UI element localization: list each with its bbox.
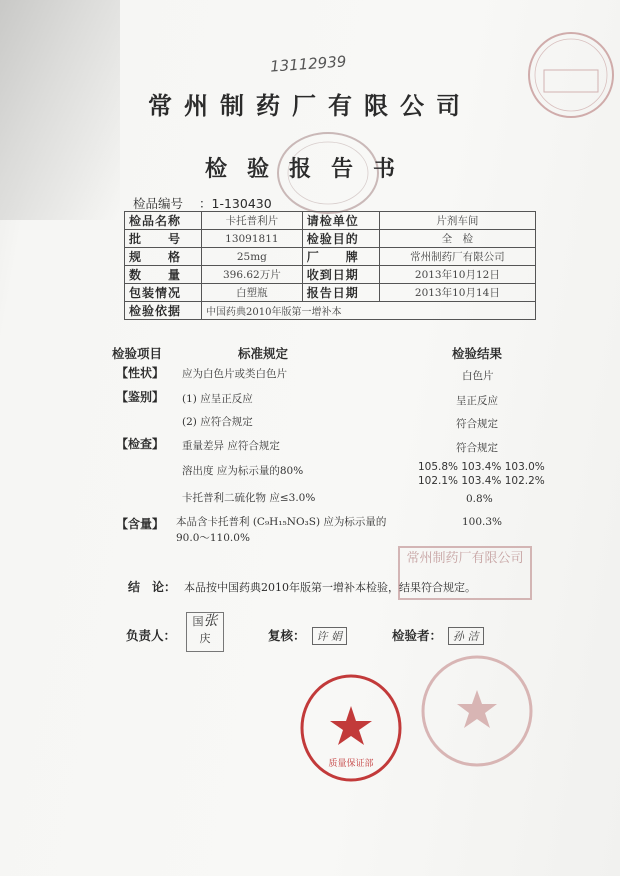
table-row xyxy=(125,248,536,266)
conclusion xyxy=(128,578,476,595)
responsible-signature-3: 张 xyxy=(203,613,218,629)
section-check: 【检查】 xyxy=(116,437,165,451)
svg-text:质量保证部: 质量保证部 xyxy=(328,759,374,769)
dissolution-result-2: 102.1% 103.4% 102.2% xyxy=(418,475,545,487)
identification-standard-1: (1) 应呈正反应 xyxy=(182,393,253,405)
dissolution-result-1: 105.8% 103.4% 103.0% xyxy=(418,461,545,473)
header-result: 检验结果 xyxy=(452,346,503,361)
label-cell: 数 量 xyxy=(125,266,202,284)
identification-standard-2: (2) 应符合规定 xyxy=(182,416,253,428)
table-row xyxy=(125,302,536,320)
info-table xyxy=(124,211,536,320)
value-cell: 2013年10月14日 xyxy=(379,284,535,302)
value-cell: 片剂车间 xyxy=(379,212,535,230)
value-cell: 白塑瓶 xyxy=(202,284,303,302)
red-seal-stamp xyxy=(298,672,404,784)
label-cell: 规 格 xyxy=(125,248,202,266)
responsible-signature-2: 庆 xyxy=(199,632,211,645)
reviewer-label: 复核： xyxy=(268,628,306,643)
value-cell: 13091811 xyxy=(202,230,303,248)
inspector-signature: 孙 洁 xyxy=(448,627,484,645)
table-row xyxy=(125,284,536,302)
company-rect-stamp-text: 常州制药厂有限公司 xyxy=(406,551,524,566)
assay-result: 100.3% xyxy=(462,516,503,528)
handwritten-id: 13112939 xyxy=(269,52,347,76)
responsible-signature xyxy=(186,612,224,652)
table-row xyxy=(125,212,536,230)
header-standard: 标准规定 xyxy=(238,346,289,361)
label-cell: 报告日期 xyxy=(302,284,379,302)
label-cell: 包装情况 xyxy=(125,284,202,302)
inspector xyxy=(392,626,484,645)
dissolution-standard: 溶出度 应为标示量的80% xyxy=(182,465,304,477)
appearance-standard: 应为白色片或类白色片 xyxy=(182,368,287,380)
conclusion-text: 本品按中国药典2010年版第一增补本检验，结果符合规定。 xyxy=(184,581,477,594)
document-title: 检验报告书 xyxy=(204,156,415,182)
value-cell: 396.62万片 xyxy=(202,266,303,284)
header-item: 检验项目 xyxy=(112,346,163,361)
inspection-number-value: ：1-130430 xyxy=(199,196,272,211)
label-cell: 检验目的 xyxy=(302,230,379,248)
inspection-number-label: 检品编号 xyxy=(133,196,184,211)
section-assay: 【含量】 xyxy=(116,517,165,531)
value-cell: 常州制药厂有限公司 xyxy=(379,248,535,266)
label-cell: 厂 牌 xyxy=(302,248,379,266)
disulfide-result: 0.8% xyxy=(466,493,493,505)
bottom-right-stamp xyxy=(418,652,536,770)
inspector-label: 检验者： xyxy=(392,628,443,643)
value-cell: 卡托普利片 xyxy=(202,212,303,230)
value-cell: 全 检 xyxy=(379,230,535,248)
assay-standard-1: 本品含卡托普利 (C₉H₁₅NO₃S) 应为标示量的 xyxy=(176,516,387,528)
label-cell: 批 号 xyxy=(125,230,202,248)
assay-standard-2: 90.0～110.0% xyxy=(176,532,250,544)
label-cell: 检品名称 xyxy=(125,212,202,230)
table-row xyxy=(125,266,536,284)
company-name: 常州制药厂有限公司 xyxy=(148,91,472,120)
appearance-result: 白色片 xyxy=(462,370,494,382)
responsible-label: 负责人： xyxy=(126,628,177,643)
value-cell: 2013年10月12日 xyxy=(379,266,535,284)
reviewer-signature: 许 娟 xyxy=(312,627,348,645)
section-appearance: 【性状】 xyxy=(116,366,165,380)
disulfide-standard: 卡托普利二硫化物 应≤3.0% xyxy=(182,492,316,504)
reviewer xyxy=(268,626,347,645)
value-cell: 25mg xyxy=(202,248,303,266)
conclusion-label: 结 论： xyxy=(128,580,177,594)
responsible-signature-1: 国 xyxy=(192,615,204,628)
label-cell: 请检单位 xyxy=(302,212,379,230)
inspection-number xyxy=(133,194,272,212)
label-cell: 收到日期 xyxy=(302,266,379,284)
identification-result-1: 呈正反应 xyxy=(456,395,498,407)
basis-value-cell: 中国药典2010年版第一增补本 xyxy=(202,302,536,320)
weight-result: 符合规定 xyxy=(456,442,498,454)
section-identification: 【鉴别】 xyxy=(116,390,165,404)
weight-standard: 重量差异 应符合规定 xyxy=(182,440,280,452)
identification-result-2: 符合规定 xyxy=(456,418,498,430)
table-row xyxy=(125,230,536,248)
label-cell: 检验依据 xyxy=(125,302,202,320)
